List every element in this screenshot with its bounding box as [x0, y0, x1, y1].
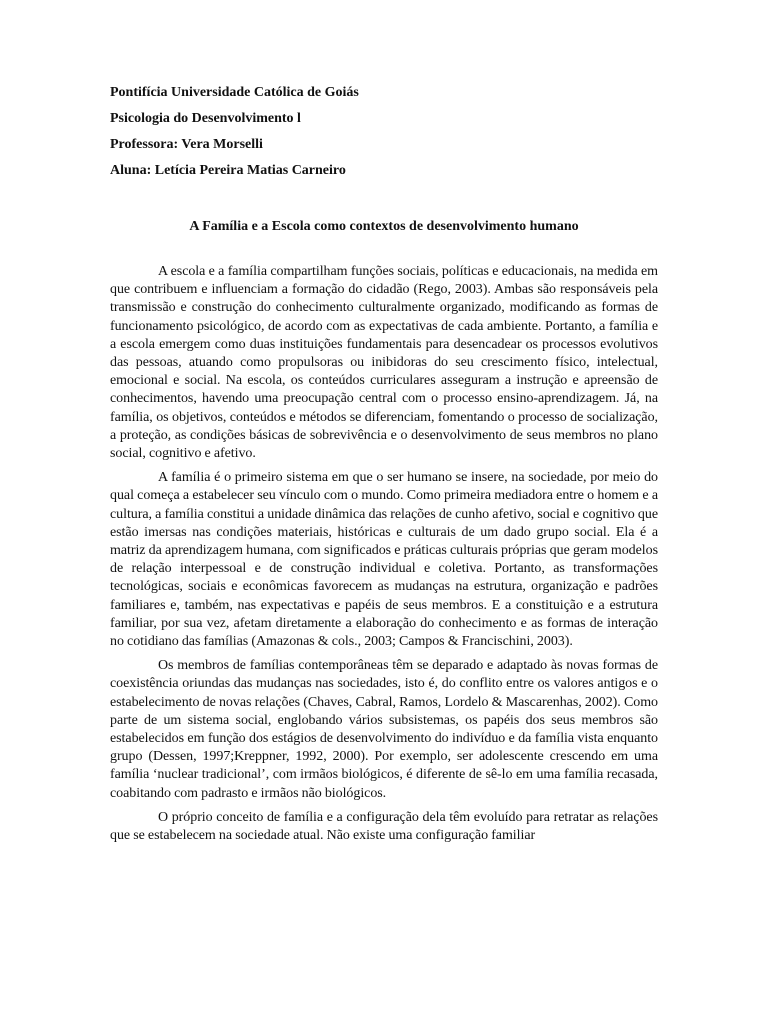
document-header [110, 84, 658, 179]
paragraph-2: A família é o primeiro sistema em que o ser humano se insere, na sociedade, por meio do qual começa a estabelecer seu vínculo com o mundo. Como primeira mediadora entre o homem e a cultura, a família constitui a unidade dinâmica das relações de cunho afetivo, social e cognitivo que estão imersas nas condições materiais, históricas e culturais de um dado grupo social. Ela é a matriz da aprendizagem humana, com significados e práticas culturais próprias que geram modelos de relação interpessoal e de construção individual e coletiva. Portanto, as transformações tecnológicas, sociais e econômicas favorecem as mudanças na estrutura, organização e padrões familiares e, também, nas expectativas e papéis de seus membros. E a constituição e a estrutura familiar, por sua vez, afetam diretamente a elaboração do conhecimento e as formas de interação no cotidiano das famílias (Amazonas & cols., 2003; Campos & Francischini, 2003). [110, 470, 658, 650]
course-name: Psicologia do Desenvolvimento l [110, 111, 301, 126]
document-body [110, 263, 658, 845]
student-name: Aluna: Letícia Pereira Matias Carneiro [110, 163, 346, 178]
professor-name: Professora: Vera Morselli [110, 137, 263, 152]
paragraph-1: A escola e a família compartilham funções sociais, políticas e educacionais, na medida em que contribuem e influenciam a formação do cidadão (Rego, 2003). Ambas são responsáveis pela transmissão e construção do conhecimento culturalmente organizado, modificando as formas de funcionamento psicológico, de acordo com as expectativas de cada ambiente. Portanto, a família e a escola emergem como duas instituições fundamentais para desencadear os processos evolutivos das pessoas, atuando como propulsoras ou inibidoras do seu crescimento físico, intelectual, emocional e social. Na escola, os conteúdos curriculares asseguram a instrução e apreensão de conhecimentos, havendo uma preocupação central com o processo ensino-aprendizagem. Já, na família, os objetivos, conteúdos e métodos se diferenciam, fomentando o processo de socialização, a proteção, as condições básicas de sobrevivência e o desenvolvimento de seus membros no plano social, cognitivo e afetivo. [110, 264, 658, 462]
document-page [110, 84, 658, 851]
paragraph-4: O próprio conceito de família e a configuração dela têm evoluído para retratar as relações que se estabelecem na sociedade atual. Não existe uma configuração familiar [110, 809, 658, 844]
paragraph-3: Os membros de famílias contemporâneas têm se deparado e adaptado às novas formas de coexistência oriundas das mudanças nas sociedades, isto é, do conflito entre os valores antigos e o estabelecimento de novas relações (Chaves, Cabral, Ramos, Lordelo & Mascarenhas, 2002). Como parte de um sistema social, englobando vários subsistemas, os papéis dos seus membros são estabelecidos em função dos estágios de desenvolvimento do indivíduo e da família vista enquanto grupo (Dessen, 1997;Kreppner, 1992, 2000). Por exemplo, ser adolescente crescendo em uma família ‘nuclear tradicional’, com irmãos biológicos, é diferente de sê-lo em uma família recasada, coabitando com padrasto e irmãos não biológicos. [110, 658, 658, 801]
document-title: A Família e a Escola como contextos de desenvolvimento humano [189, 219, 579, 234]
university-name: Pontifícia Universidade Católica de Goiás [110, 85, 359, 100]
